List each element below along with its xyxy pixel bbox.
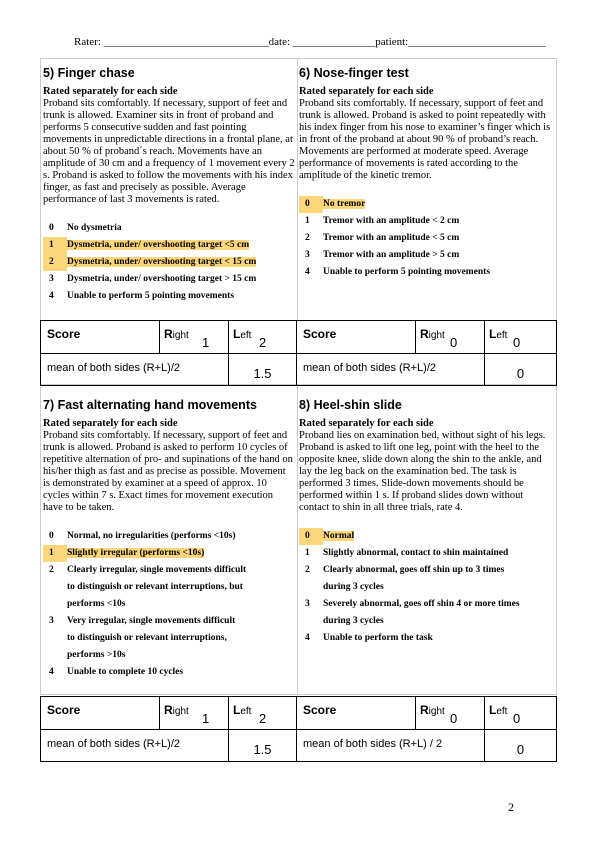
mean-value: 1.5: [229, 354, 297, 386]
rating-option-text: Unable to perform 5 pointing movements: [323, 267, 491, 277]
rating-option-text: Very irregular, single movements difficult: [67, 616, 236, 626]
rating-option-text: Normal: [323, 531, 355, 541]
score-label: Score: [297, 321, 416, 354]
right-value: 0: [450, 335, 458, 350]
rating-option-number: 1: [43, 545, 67, 562]
test-title: 7) Fast alternating hand movements: [43, 398, 257, 412]
rating-option: [43, 664, 295, 681]
left-value: 2: [259, 711, 267, 726]
score-right: [160, 321, 229, 354]
rating-option-continued: [43, 579, 295, 596]
test-heel-shin: [299, 398, 551, 647]
score-left: [229, 697, 297, 730]
rating-option-text: Dysmetria, under/ overshooting target > 15 cm: [67, 274, 257, 284]
rating-option-text: Unable to perform the task: [323, 633, 433, 643]
rating-option-number: 1: [305, 216, 310, 226]
score-right: [160, 697, 229, 730]
rating-option-number: 3: [49, 274, 54, 284]
test-description: Proband sits comfortably. If necessary, support of feet and trunk is allowed. Proband is asked to perform 10 cycles of repetitive alternation of pro- and supinations of the hand on his/her thigh as fast and as precise as possible. Movement is demonstrated by examiner at a speed of approx. 10 cycles within 7 s. Exact times for movement execution have to be taken.: [43, 430, 293, 513]
test-subtitle: Rated separately for each side: [299, 418, 434, 429]
rating-option-number: 0: [49, 223, 54, 233]
left-label: Left: [489, 703, 508, 717]
rating-option-text: No dysmetria: [67, 223, 122, 233]
rating-option-number: 0: [299, 196, 323, 213]
mean-label: mean of both sides (R+L) / 2: [297, 730, 485, 762]
rating-option: [299, 545, 551, 562]
rating-option-number: 1: [43, 237, 67, 254]
rating-option-number: 4: [305, 267, 310, 277]
rating-option-number: 2: [305, 565, 310, 575]
mean-label: mean of both sides (R+L)/2: [297, 354, 485, 386]
rating-option-text: performs >10s: [67, 650, 126, 660]
rating-option-text: Unable to complete 10 cycles: [67, 667, 184, 677]
rating-option: [299, 630, 551, 647]
right-value: 0: [450, 711, 458, 726]
rating-option: [43, 271, 295, 288]
left-label: Left: [233, 703, 252, 717]
test-nose-finger: [299, 66, 551, 281]
test-finger-chase: [43, 66, 295, 305]
rating-option-number: 4: [49, 291, 54, 301]
mean-value: 0: [485, 354, 557, 386]
test-description: Proband lies on examination bed, without sight of his legs. Proband is asked to lift one leg, point with the heel to the opposite knee, slide down along the shin to the ankle, and lay the leg back on the examination bed. The task is performed 3 times. Slide-down movements should be performed within 1 s. If proband slides down without contact to shin in all three trials, rate 4.: [299, 430, 546, 513]
rating-option-number: 1: [305, 548, 310, 558]
rating-option-text: Clearly abnormal, goes off shin up to 3 times: [323, 565, 505, 575]
score-right: [416, 321, 485, 354]
rating-option-number: 0: [49, 531, 54, 541]
rating-option-text: No tremor: [323, 199, 366, 209]
rating-option-number: 3: [305, 250, 310, 260]
rating-option: [299, 247, 551, 264]
rating-option: [299, 264, 551, 281]
test-subtitle: Rated separately for each side: [43, 86, 178, 97]
rating-option-number: 4: [49, 667, 54, 677]
rating-option: [299, 196, 551, 213]
rating-option-continued: [299, 579, 551, 596]
rating-option-text: during 3 cycles: [323, 616, 384, 626]
rating-options: [299, 528, 551, 647]
rating-option-number: 4: [305, 633, 310, 643]
test-title: 8) Heel-shin slide: [299, 398, 402, 412]
rating-option: [43, 613, 295, 630]
test-description: Proband sits comfortably. If necessary, support of feet and trunk is allowed. Proband is asked to point repeatedly with his index finger from his nose to examiner’s finger which is in front of the proband at about 90 % of proband’s reach. Movements are performed at moderate speed. Average performance of movements is rated according to the amplitude of the kinetic tremor.: [299, 98, 551, 181]
score-left: [229, 321, 297, 354]
rating-option-continued: [43, 596, 295, 613]
rating-options: [43, 528, 295, 681]
rating-option-text: Severely abnormal, goes off shin 4 or more times: [323, 599, 520, 609]
rating-option: [43, 288, 295, 305]
rating-option-number: 3: [49, 616, 54, 626]
test-title: 5) Finger chase: [43, 66, 135, 80]
mean-label: mean of both sides (R+L)/2: [41, 354, 229, 386]
mean-value: 0: [485, 730, 557, 762]
rating-option: [299, 528, 551, 545]
mean-label: mean of both sides (R+L)/2: [41, 730, 229, 762]
score-table-finger-chase: [40, 320, 297, 386]
rating-option-text: performs <10s: [67, 599, 126, 609]
column-divider-top: [297, 58, 298, 320]
rating-option-text: Slightly abnormal, contact to shin maintained: [323, 548, 509, 558]
rating-option-text: Unable to perform 5 pointing movements: [67, 291, 235, 301]
score-label: Score: [41, 697, 160, 730]
rating-option-text: Tremor with an amplitude < 2 cm: [323, 216, 460, 226]
right-value: 1: [202, 711, 210, 726]
score-label: Score: [41, 321, 160, 354]
right-label: Right: [164, 327, 189, 341]
rating-option: [43, 545, 295, 562]
rating-option: [43, 220, 295, 237]
rating-option-continued: [299, 613, 551, 630]
rating-option-number: 2: [49, 565, 54, 575]
left-label: Left: [489, 327, 508, 341]
score-left: [485, 697, 557, 730]
score-right: [416, 697, 485, 730]
rating-option: [299, 230, 551, 247]
rater-header: Rater: ______________________________date: _______________patient:_________________________: [74, 36, 546, 48]
test-description: Proband sits comfortably. If necessary, support of feet and trunk is allowed. Examiner sits in front of proband and performs 5 consecutive sudden and fast pointing movements in unpredictable directions in a frontal plane, at about 50 % of proband´s reach. Movements have an amplitude of 30 cm and a frequency of 1 movement every 2 s. Proband is asked to follow the movements with his index finger, as fast and precisely as possible. Average performance of last 3 movements is rated.: [43, 98, 295, 205]
rating-option-number: 2: [43, 254, 67, 271]
right-value: 1: [202, 335, 210, 350]
right-label: Right: [420, 327, 445, 341]
rating-option: [43, 237, 295, 254]
rating-option: [299, 562, 551, 579]
score-table-heel-shin: [296, 696, 557, 762]
right-label: Right: [164, 703, 189, 717]
test-fast-alternating: [43, 398, 295, 681]
rating-option: [43, 254, 295, 271]
rating-options: [299, 196, 551, 281]
rating-option-text: Dysmetria, under/ overshooting target < 15 cm: [67, 257, 257, 267]
score-label: Score: [297, 697, 416, 730]
page-number: 2: [508, 800, 514, 814]
column-divider-bottom: [297, 385, 298, 695]
rating-option-continued: [43, 647, 295, 664]
rating-option-text: to distinguish or relevant interruptions, but: [67, 582, 243, 592]
test-title: 6) Nose-finger test: [299, 66, 409, 80]
rating-option-number: 0: [299, 528, 323, 545]
left-value: 2: [259, 335, 267, 350]
rating-option-text: Tremor with an amplitude > 5 cm: [323, 250, 460, 260]
rating-option: [299, 596, 551, 613]
score-table-fast-alternating: [40, 696, 297, 762]
rating-option-number: 3: [305, 599, 310, 609]
rating-option-text: during 3 cycles: [323, 582, 384, 592]
right-label: Right: [420, 703, 445, 717]
rating-option-text: Normal, no irregularities (performs <10s): [67, 531, 236, 541]
test-subtitle: Rated separately for each side: [43, 418, 178, 429]
mean-value: 1.5: [229, 730, 297, 762]
rating-option: [43, 528, 295, 545]
left-value: 0: [513, 711, 521, 726]
left-value: 0: [513, 335, 521, 350]
test-subtitle: Rated separately for each side: [299, 86, 434, 97]
rating-option-text: Clearly irregular, single movements difficult: [67, 565, 247, 575]
rating-option-text: to distinguish or relevant interruptions,: [67, 633, 227, 643]
rating-option-continued: [43, 630, 295, 647]
rating-option: [299, 213, 551, 230]
rating-option-text: Dysmetria, under/ overshooting target <5 cm: [67, 240, 250, 250]
score-table-nose-finger: [296, 320, 557, 386]
rating-option-number: 2: [305, 233, 310, 243]
score-left: [485, 321, 557, 354]
rating-option-text: Tremor with an amplitude < 5 cm: [323, 233, 460, 243]
rating-option-text: Slightly irregular (performs <10s): [67, 548, 205, 558]
rating-option: [43, 562, 295, 579]
left-label: Left: [233, 327, 252, 341]
rating-options: [43, 220, 295, 305]
